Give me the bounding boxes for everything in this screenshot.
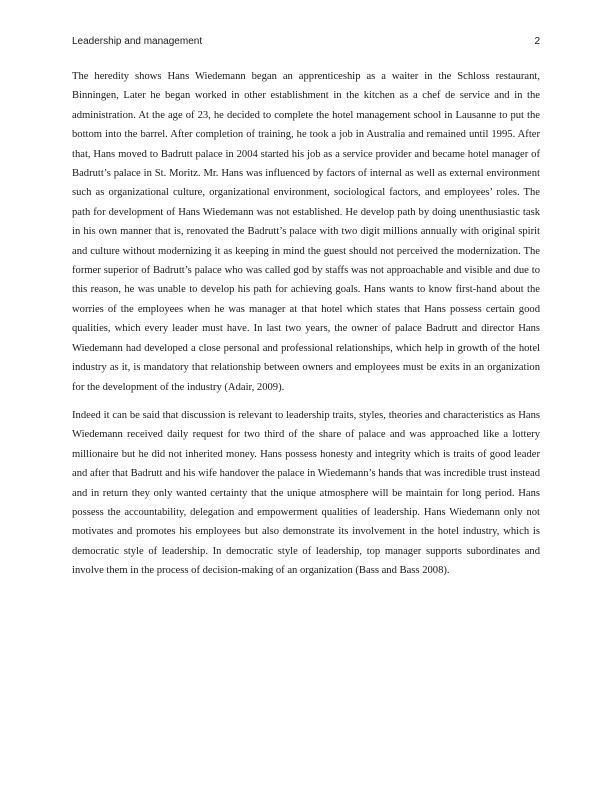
header-title: Leadership and management — [72, 36, 203, 47]
paragraph-1: The heredity shows Hans Wiedemann began an apprenticeship as a waiter in the Schloss restaurant, Binningen, Later he began worked in other establishment in the kitchen as a chef de service and in the administration. At the age of 23, he decided to complete the hotel management school in Lausanne to put the bottom into the barrel. After completion of training, he took a job in Australia and remained until 1995. After that, Hans moved to Badrutt palace in 2004 started his job as a service provider and became hotel manager of Badrutt’s palace in St. Moritz. Mr. Hans was influenced by factors of internal as well as external environment such as organizational culture, organizational environment, sociological factors, and employees’ roles. The path for development of Hans Wiedemann was not established. He develop path by doing unenthusiastic task in his own manner that is, renovated the Badrutt’s palace with two digit millions annually with original spirit and culture without modernizing it as keeping in mind the guest should not perceived the modernization. The former superior of Badrutt’s palace who was called god by staffs was not approachable and visible and due to this reason, he was unable to develop his path for achieving goals. Hans wants to know first-hand about the worries of the employees when he was manager at that hotel which states that Hans possess certain good qualities, which every leader must have. In last two years, the owner of palace Badrutt and director Hans Wiedemann had developed a close personal and professional relationships, which help in growth of the hotel industry as it, is mandatory that relationship between owners and employees must be exits in an organization for the development of the industry (Adair, 2009). — [72, 71, 540, 393]
body-text — [72, 67, 540, 590]
paragraph-2: Indeed it can be said that discussion is relevant to leadership traits, styles, theories and characteristics as Hans Wiedemann received daily request for two third of the share of palace and was approached like a lottery millionaire but he did not inherited money. Hans possess honesty and integrity which is traits of good leader and after that Badrutt and his wife handover the palace in Wiedemann’s hands that was incredible trust instead and in return they only wanted certainty that the unique atmosphere will be maintain for long period. Hans possess the accountability, delegation and empowerment qualities of leadership. Hans Wiedemann only not motivates and promotes his employees but also demonstrate its involvement in the hotel industry, which is democratic style of leadership. In democratic style of leadership, top manager supports subordinates and involve them in the process of decision-making of an organization (Bass and Bass 2008). — [72, 409, 540, 577]
page-number: 2 — [534, 36, 540, 47]
page-header — [72, 36, 540, 50]
